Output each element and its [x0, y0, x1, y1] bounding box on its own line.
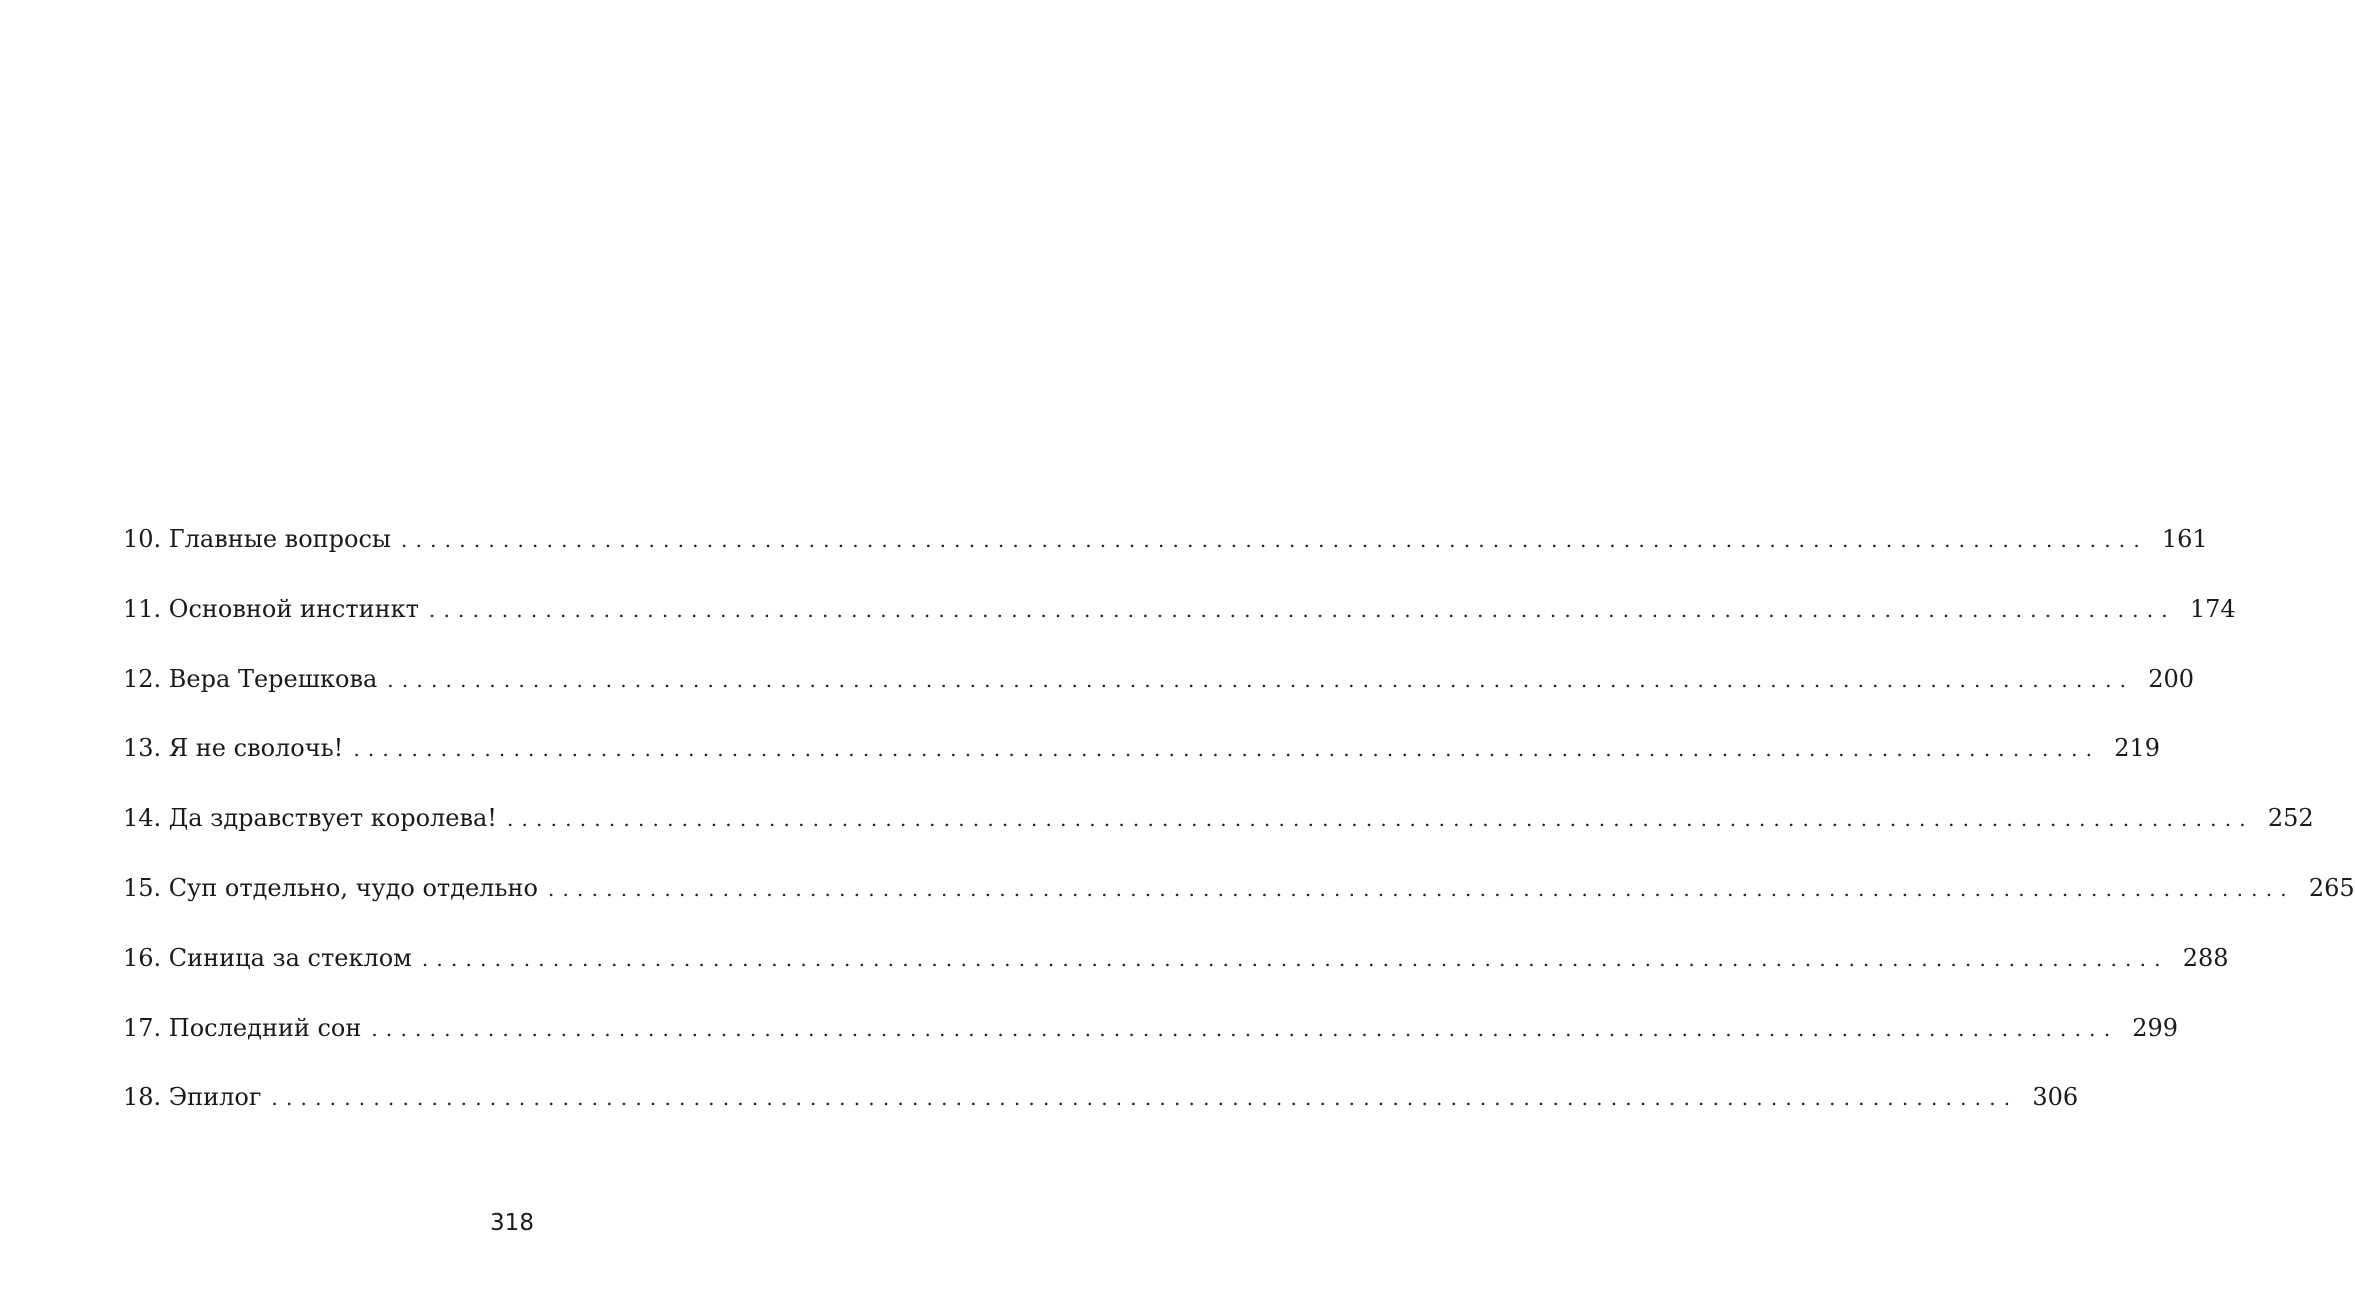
toc-entry-page: 306 [2032, 1083, 2079, 1112]
toc-entry-page: 174 [2189, 594, 2236, 623]
dot-leader: ........................................................................................................................ [401, 528, 2148, 552]
toc-entry-title: 13. Я не сволочь! [123, 734, 344, 763]
toc-entry [123, 658, 2194, 728]
toc-entry [123, 867, 2355, 937]
toc-entry-title: 16. Синица за стеклом [123, 943, 412, 972]
toc-entry [123, 1007, 2179, 1077]
dot-leader: ........................................................................................................................ [506, 807, 2254, 832]
toc-entry-title: 17. Последний сон [123, 1013, 362, 1042]
dot-leader: ........................................................................................................................ [353, 737, 2101, 762]
table-of-contents [123, 518, 2355, 1146]
dot-leader: ........................................................................................................................ [421, 946, 2169, 971]
dot-leader: ........................................................................................................................ [428, 597, 2176, 622]
toc-entry-title: 10. Главные вопросы [123, 525, 391, 553]
toc-entry-page: 252 [2267, 804, 2314, 833]
toc-entry-page: 219 [2114, 734, 2161, 763]
page-number: 318 [490, 1210, 534, 1236]
toc-entry [123, 727, 2161, 797]
toc-entry [123, 588, 2236, 658]
toc-entry-title: 12. Вера Терешкова [123, 664, 378, 693]
toc-entry-page: 200 [2148, 664, 2194, 693]
toc-entry-page: 299 [2132, 1013, 2179, 1042]
toc-entry [123, 1076, 2079, 1146]
toc-entry [123, 797, 2314, 867]
dot-leader: ........................................................................................................................ [547, 876, 2295, 901]
dot-leader: ........................................................................................................................ [371, 1016, 2119, 1041]
toc-entry [123, 518, 2208, 588]
dot-leader: ........................................................................................................................ [271, 1086, 2019, 1111]
toc-entry-page: 288 [2182, 943, 2229, 972]
toc-entry-page: 161 [2161, 525, 2208, 553]
toc-entry-page: 265 [2308, 873, 2355, 902]
toc-entry-title: 15. Суп отдельно, чудо отдельно [123, 873, 538, 902]
toc-entry-title: 18. Эпилог [123, 1083, 262, 1112]
toc-entry-title: 14. Да здравствует королева! [123, 804, 497, 833]
dot-leader: ........................................................................................................................ [387, 667, 2135, 692]
toc-entry-title: 11. Основной инстинкт [123, 594, 419, 623]
toc-entry [123, 937, 2229, 1007]
